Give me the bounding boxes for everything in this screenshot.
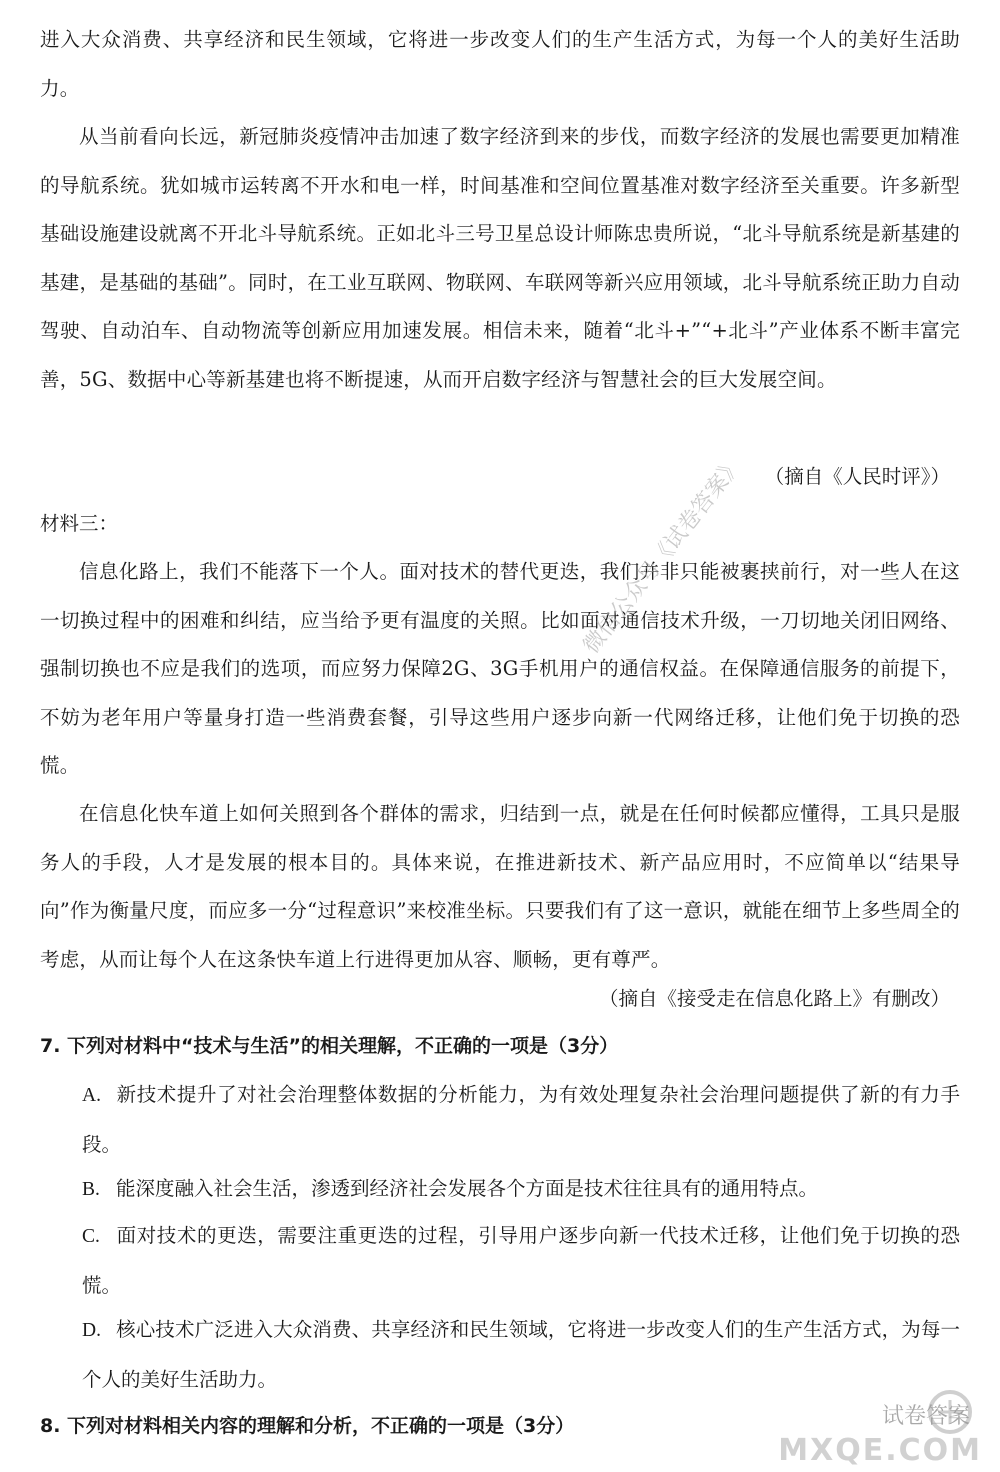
paragraph-beidou: 从当前看向长远，新冠肺炎疫情冲击加速了数字经济到来的步伐，而数字经济的发展也需要更加精准的导航系统。犹如城市运转离不开水和电一样，时间基准和空间位置基准对数字经济至关重要。许多新型基础设施建设就离不开北斗导航系统。正如北斗三号卫星总设计师陈忠贵所说，“北斗导航系统是新基建的基建，是基础的基础”。同时，在工业互联网、物联网、车联网等新兴应用领域，北斗导航系统正助力自动驾驶、自动泊车、自动物流等创新应用加速发展。相信未来，随着“北斗+”“+北斗”产业体系不断丰富完善，5G、数据中心等新基建也将不断提速，从而开启数字经济与智慧社会的巨大发展空间。 xyxy=(40,125,960,391)
question-7-option-b xyxy=(82,1165,960,1215)
option-text: 核心技术广泛进入大众消费、共享经济和民生领域，它将进一步改变人们的生产生活方式，为每一个人的美好生活助力。 xyxy=(82,1318,960,1391)
option-letter: C. xyxy=(82,1226,100,1247)
source-citation-1: （摘自《人民时评》） xyxy=(764,465,950,488)
paragraph-continuation: 进入大众消费、共享经济和民生领域，它将进一步改变人们的生产生活方式，为每一个人的美好生活助力。 xyxy=(40,28,960,100)
question-8-title: 8. 下列对材料相关内容的理解和分析，不正确的一项是（3分） xyxy=(40,1415,575,1437)
question-7-option-a xyxy=(82,1071,960,1169)
material-three-heading: 材料三： xyxy=(40,512,119,535)
option-text: 新技术提升了对社会治理整体数据的分析能力，为有效处理复杂社会治理问题提供了新的有力手段。 xyxy=(82,1083,960,1156)
paragraph-information-road: 信息化路上，我们不能落下一个人。面对技术的替代更迭，我们并非只能被裹挟前行，对一些人在这一切换过程中的困难和纠结，应当给予更有温度的关照。比如面对通信技术升级，一刀切地关闭旧网络、强制切换也不应是我们的选项，而应努力保障2G、3G手机用户的通信权益。在保障通信服务的前提下，不妨为老年用户等量身打造一些消费套餐，引导这些用户逐步向新一代网络迁移，让他们免于切换的恐慌。 xyxy=(40,560,960,777)
option-text: 面对技术的更迭，需要注重更迭的过程，引导用户逐步向新一代技术迁移，让他们免于切换的恐慌。 xyxy=(82,1224,960,1297)
corner-logo-text: 试卷答案 xyxy=(881,1404,970,1429)
option-letter: D. xyxy=(82,1320,101,1341)
option-letter: B. xyxy=(82,1179,100,1200)
option-letter: A. xyxy=(82,1085,101,1106)
watermark-text: 微信公众号《试卷答案》 xyxy=(578,452,748,659)
paragraph-fast-lane: 在信息化快车道上如何关照到各个群体的需求，归结到一点，就是在任何时候都应懂得，工具只是服务人的手段，人才是发展的根本目的。具体来说，在推进新技术、新产品应用时，不应简单以“结果导向”作为衡量尺度，而应多一分“过程意识”来校准坐标。只要我们有了这一意识，就能在细节上多些周全的考虑，从而让每个人在这条快车道上行进得更加从容、顺畅，更有尊严。 xyxy=(40,802,960,971)
question-7-title: 7. 下列对材料中“技术与生活”的相关理解，不正确的一项是（3分） xyxy=(40,1035,619,1057)
corner-url-text: MXQE.COM xyxy=(778,1433,982,1468)
question-7-option-c xyxy=(82,1212,960,1310)
option-text: 能深度融入社会生活，渗透到经济社会发展各个方面是技术往往具有的通用特点。 xyxy=(116,1177,819,1200)
source-citation-2: （摘自《接受走在信息化路上》有删改） xyxy=(598,987,950,1010)
